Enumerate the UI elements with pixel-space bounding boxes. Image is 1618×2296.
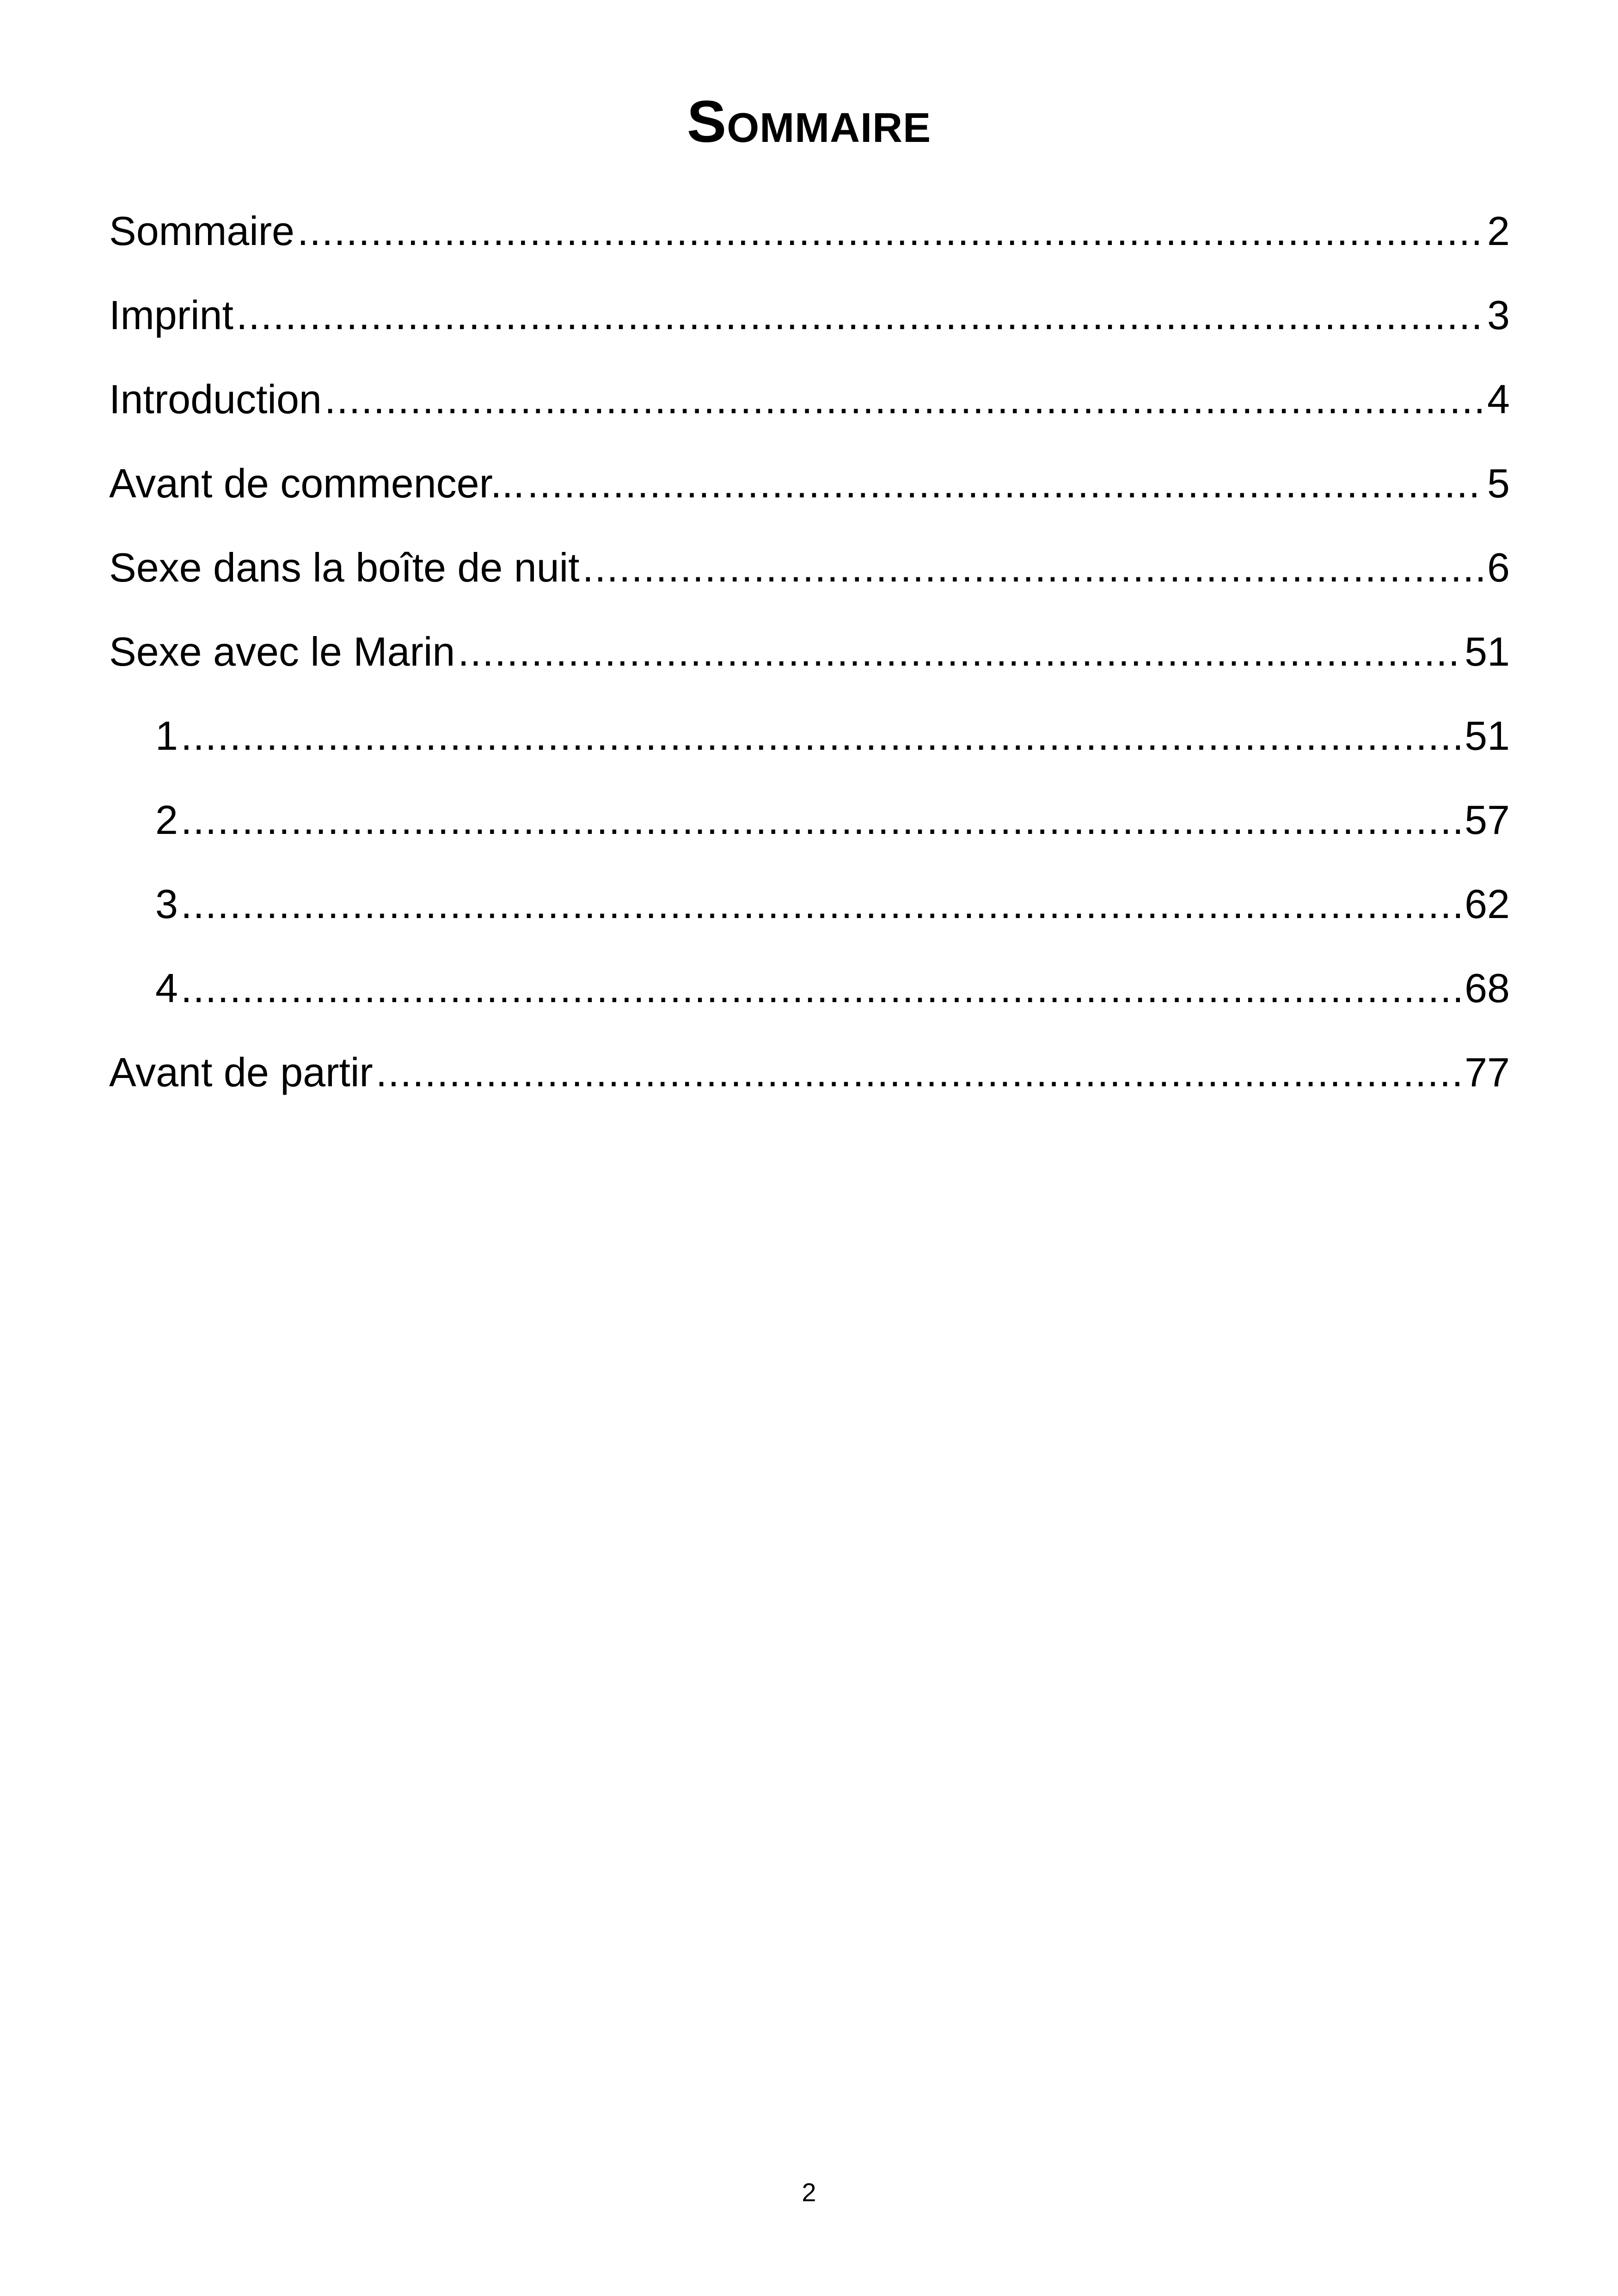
toc-entry-label: Introduction <box>109 376 322 422</box>
toc-subentry-2[interactable] <box>109 788 1510 872</box>
toc-dot-leader <box>181 788 1462 852</box>
toc-entry-boite-de-nuit[interactable] <box>109 535 1510 619</box>
toc-entry-marin[interactable] <box>109 619 1510 704</box>
toc-dot-leader <box>181 956 1462 1021</box>
toc-entry-label: Imprint <box>109 292 233 338</box>
toc-entry-page: 51 <box>1465 713 1510 759</box>
toc-dot-leader <box>236 283 1484 348</box>
toc-dot-leader <box>325 367 1484 432</box>
toc-entry-page: 5 <box>1487 460 1510 506</box>
toc-entry-page: 51 <box>1465 629 1510 674</box>
toc-entry-page: 4 <box>1487 376 1510 422</box>
toc-entry-introduction[interactable] <box>109 367 1510 451</box>
toc-entry-label: 1 <box>155 713 178 759</box>
toc-dot-leader <box>582 535 1484 600</box>
toc-subentry-4[interactable] <box>109 956 1510 1040</box>
toc-dot-leader <box>181 872 1462 937</box>
toc-dot-leader <box>527 451 1484 516</box>
toc-dot-leader <box>297 199 1484 263</box>
toc-entry-page: 57 <box>1465 797 1510 843</box>
toc-entry-page: 77 <box>1465 1049 1510 1095</box>
table-of-contents <box>109 199 1510 1124</box>
toc-entry-page: 6 <box>1487 545 1510 590</box>
toc-entry-label: Sexe dans la boîte de nuit <box>109 545 580 590</box>
toc-entry-page: 62 <box>1465 881 1510 927</box>
page-title: Sommaire <box>686 89 932 155</box>
toc-entry-label: Avant de partir <box>109 1049 373 1095</box>
toc-entry-sommaire[interactable] <box>109 199 1510 283</box>
toc-entry-label: Sexe avec le Marin <box>109 629 455 674</box>
page-number: 2 <box>802 2178 816 2207</box>
toc-entry-page: 68 <box>1465 965 1510 1011</box>
toc-dot-leader <box>376 1040 1462 1105</box>
toc-subentry-3[interactable] <box>109 872 1510 956</box>
toc-entry-label: Avant de commencer... <box>109 460 525 506</box>
toc-entry-avant-de-commencer[interactable] <box>109 451 1510 535</box>
toc-entry-label: 3 <box>155 881 178 927</box>
toc-entry-label: 2 <box>155 797 178 843</box>
toc-entry-label: 4 <box>155 965 178 1011</box>
toc-subentry-1[interactable] <box>109 704 1510 788</box>
toc-entry-imprint[interactable] <box>109 283 1510 367</box>
toc-entry-label: Sommaire <box>109 208 294 254</box>
toc-entry-page: 3 <box>1487 292 1510 338</box>
toc-entry-page: 2 <box>1487 208 1510 254</box>
toc-entry-avant-de-partir[interactable] <box>109 1040 1510 1124</box>
toc-dot-leader <box>181 704 1462 768</box>
toc-dot-leader <box>458 619 1462 684</box>
